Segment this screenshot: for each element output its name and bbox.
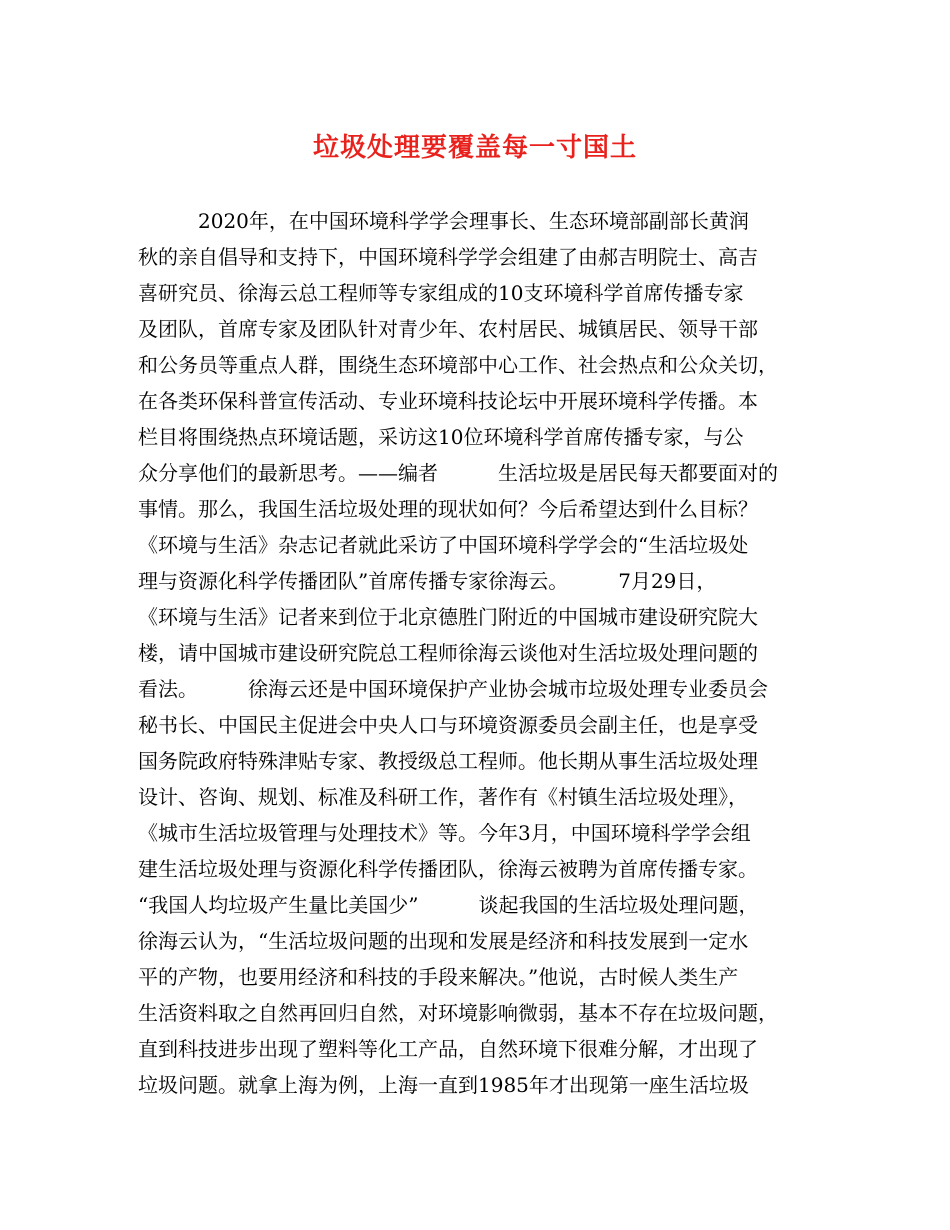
text-line: 《环境与生活》记者来到位于北京德胜门附近的中国城市建设研究院大: [138, 605, 758, 629]
text-line: “我国人均垃圾产生量比美国少” 谈起我国的生活垃圾处理问题，: [138, 893, 759, 917]
text-line: 看法。 徐海云还是中国环境保护产业协会城市垃圾处理专业委员会: [138, 677, 768, 701]
text-line: 徐海云认为，“生活垃圾问题的出现和发展是经济和科技发展到一定水: [138, 929, 749, 953]
text-line: 《环境与生活》杂志记者就此采访了中国环境科学学会的“生活垃圾处: [138, 533, 749, 557]
text-line: 及团队，首席专家及团队针对青少年、农村居民、城镇居民、领导干部: [138, 317, 758, 341]
text-line: 垃圾问题。就拿上海为例，上海一直到1985年才出现第一座生活垃圾: [138, 1073, 749, 1097]
text-line: 在各类环保科普宣传活动、专业环境科技论坛中开展环境科学传播。本: [138, 389, 758, 413]
text-line: 栏目将围绕热点环境话题，采访这10位环境科学首席传播专家，与公: [138, 425, 744, 449]
text-line: 事情。那么，我国生活垃圾处理的现状如何？今后希望达到什么目标？: [138, 497, 758, 521]
text-line: 楼，请中国城市建设研究院总工程师徐海云谈他对生活垃圾处理问题的: [138, 641, 758, 665]
text-line: 建生活垃圾处理与资源化科学传播团队，徐海云被聘为首席传播专家。: [138, 857, 758, 881]
text-line: 理与资源化科学传播团队”首席传播专家徐海云。 7月29日，: [138, 569, 717, 593]
text-line: 2020年，在中国环境科学学会理事长、生态环境部副部长黄润: [138, 209, 749, 233]
text-line: 和公务员等重点人群，围绕生态环境部中心工作、社会热点和公众关切，: [138, 353, 778, 377]
text-line: 直到科技进步出现了塑料等化工产品，自然环境下很难分解，才出现了: [138, 1037, 758, 1061]
article-body: [138, 203, 818, 1103]
text-line: 平的产物，也要用经济和科技的手段来解决。”他说，古时候人类生产: [138, 965, 739, 989]
text-line: 设计、咨询、规划、标准及科研工作，著作有《村镇生活垃圾处理》，: [138, 785, 748, 809]
text-line: 《城市生活垃圾管理与处理技术》等。今年3月，中国环境科学学会组: [138, 821, 751, 845]
text-line: 秋的亲自倡导和支持下，中国环境科学学会组建了由郝吉明院士、高吉: [138, 245, 758, 269]
article-title: 垃圾处理要覆盖每一寸国土: [312, 133, 637, 163]
text-line: 国务院政府特殊津贴专家、教授级总工程师。他长期从事生活垃圾处理: [138, 749, 758, 773]
text-line: 喜研究员、徐海云总工程师等专家组成的10支环境科学首席传播专家: [138, 281, 744, 305]
text-line: 生活资料取之自然再回归自然，对环境影响微弱，基本不存在垃圾问题，: [138, 1001, 778, 1025]
text-line: 众分享他们的最新思考。——编者 生活垃圾是居民每天都要面对的: [138, 461, 778, 485]
text-line: 秘书长、中国民主促进会中央人口与环境资源委员会副主任，也是享受: [138, 713, 758, 737]
